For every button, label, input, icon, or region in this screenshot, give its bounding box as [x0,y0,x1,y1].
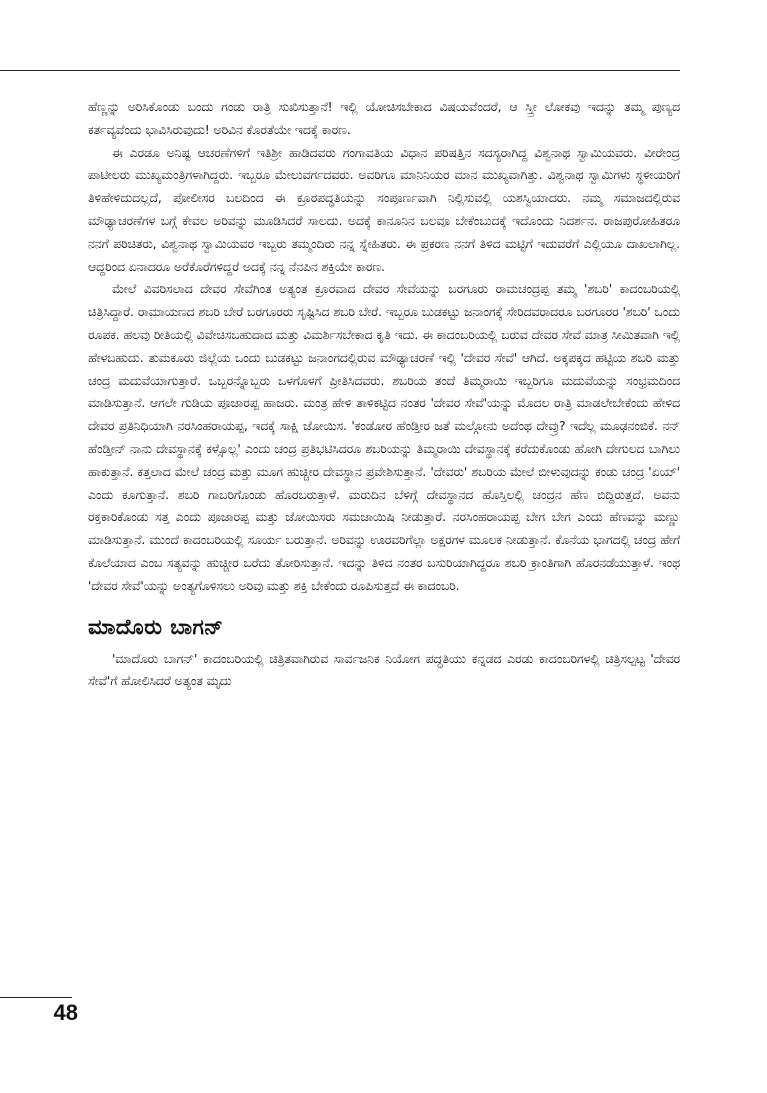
section-heading: ಮಾದೊರು ಬಾಗನ್ [88,614,224,639]
page-number: 48 [53,1000,78,1025]
footer-rule [0,997,72,998]
header-rule [0,70,680,71]
paragraph-reform: ಈ ಎರಡೂ ಅನಿಷ್ಟ ಆಚರಣೆಗಳಿಗೆ ಇತಿಶ್ರೀ ಹಾಡಿದವರು ಗಂಗಾವತಿಯ ವಿಧಾನ ಪರಿಷತ್ತಿನ ಸದಸ್ಯರಾಗಿದ್ದ ವಿಶ್ವನಾಥ ಸ್ವಾಮಿಯವರು. ವೀರೇಂದ್ರ ಪಾಟೀಲರು ಮುಖ್ಯಮಂತ್ರಿಗಳಾಗಿದ್ದರು. ಇಬ್ಬರೂ ಮೇಲುವರ್ಗದವರು. ಅವರಿಗೂ ಮಾನಿನಿಯರ ಮಾನ ಮುಖ್ಯವಾಗಿತ್ತು. ವಿಶ್ವನಾಥ ಸ್ವಾಮಿಗಳು ಸ್ಥಳೀಯರಿಗೆ ತಿಳಿಹೇಳಿದುದಲ್ಲದೆ, ಪೋಲೀಸರ ಬಲದಿಂದ ಈ ಕ್ರೂರಪದ್ಧತಿಯನ್ನು ಸಂಪೂರ್ಣವಾಗಿ ನಿಲ್ಲಿಸುವಲ್ಲಿ ಯಶಸ್ವಿಯಾದರು. ನಮ್ಮ ಸಮಾಜದಲ್ಲಿರುವ ಮೌಢ್ಯಾಚರಣೆಗಳ ಬಗ್ಗೆ ಕೇವಲ ಅರಿವನ್ನು ಮೂಡಿಸಿದರೆ ಸಾಲದು. ಅದಕ್ಕೆ ಕಾನೂನಿನ ಬಲವೂ ಬೇಕೆಂಬುದಕ್ಕೆ ಇದೊಂದು ನಿದರ್ಶನ. ರಾಜಪುರೋಹಿತರೂ ನನಗೆ ಪರಿಚಿತರು, ವಿಶ್ವನಾಥ ಸ್ವಾಮಿಯವರ ಇಬ್ಬರು ತಮ್ಮಂದಿರು ನನ್ನ ಸ್ನೇಹಿತರು. ಈ ಪ್ರಕರಣ ನನಗೆ ತಿಳಿದ ಮಟ್ಟಿಗೆ ಇದುವರೆಗೆ ಎಲ್ಲಿಯೂ ದಾಖಲಾಗಿಲ್ಲ. ಆದ್ದರಿಂದ ಏನಾದರೂ ಅರೆಕೊರೆಗಳಿದ್ದರೆ ಅದಕ್ಕೆ ನನ್ನ ನೆನಪಿನ ಶಕ್ತಿಯೇ ಕಾರಣ. [88,144,680,274]
paragraph-shabari: ಮೇಲೆ ವಿವರಿಸಲಾದ ದೇವರ ಸೇವೆಗಿಂತ ಅತ್ಯಂತ ಕ್ರೂರವಾದ ದೇವರ ಸೇವೆಯನ್ನು ಬರಗೂರು ರಾಮಚಂದ್ರಪ್ಪ ತಮ್ಮ 'ಶಬರಿ' ಕಾದಂಬರಿಯಲ್ಲಿ ಚಿತ್ರಿಸಿದ್ದಾರೆ. ರಾಮಾಯಣದ ಶಬರಿ ಬೇರೆ ಬರಗೂರರು ಸೃಷ್ಟಿಸಿದ ಶಬರಿ ಬೇರೆ. ಇಬ್ಬರೂ ಬುಡಕಟ್ಟು ಜನಾಂಗಕ್ಕೆ ಸೇರಿದವರಾದರೂ ಬರಗೂರರ 'ಶಬರಿ' ಒಂದು ರೂಪಕ. ಹಲವು ರೀತಿಯಲ್ಲಿ ವಿವೇಚಿಸಬಹುದಾದ ಮತ್ತು ವಿಮರ್ಶಿಸಬೇಕಾದ ಕೃತಿ ಇದು. ಈ ಕಾದಂಬರಿಯಲ್ಲಿ ಬರುವ ದೇವರ ಸೇವೆ ಮಾತ್ರ ಸೀಮಿತವಾಗಿ ಇಲ್ಲಿ ಹೇಳಬಹುದು. ತುಮಕೂರು ಜಿಲ್ಲೆಯ ಒಂದು ಬುಡಕಟ್ಟು ಜನಾಂಗದಲ್ಲಿರುವ ಮೌಢ್ಯಾಚರಣೆ ಇಲ್ಲಿ 'ದೇವರ ಸೇವೆ' ಆಗಿದೆ. ಅಕ್ಕಪಕ್ಕದ ಹಟ್ಟಿಯ ಶಬರಿ ಮತ್ತು ಚಂದ್ರ ಮದುವೆಯಾಗುತ್ತಾರೆ. ಒಬ್ಬರನ್ನೊಬ್ಬರು ಒಳಗೊಳಗೆ ಪ್ರೀತಿಸಿದವರು. ಶಬರಿಯ ತಂದೆ ತಿಮ್ಮರಾಯಿ ಇಬ್ಬರಿಗೂ ಮದುವೆಯನ್ನು ಸಂಭ್ರಮದಿಂದ ಮಾಡಿಸುತ್ತಾನೆ. ಆಗಲೇ ಗುಡಿಯ ಪೂಜಾರಪ್ಪ ಹಾಜರು. ಮಂತ್ರ ಹೇಳಿ ತಾಳಿಕಟ್ಟಿದ ನಂತರ 'ದೇವರ ಸೇವೆ'ಯನ್ನು ಮೊದಲ ರಾತ್ರಿ ಮಾಡಲೇಬೇಕೆಂದು ಹೇಳಿದ ದೇವರ ಪ್ರತಿನಿಧಿಯಾಗಿ ನರಸಿಂಹರಾಯಪ್ಪ, ಇದಕ್ಕೆ ಸಾಕ್ಷಿ ಜೋಯಿಸ. 'ಕಂಡೋರ ಹೆಂಡ್ತೀರ ಜತೆ ಮಲ್ಗೋನು ಅದೆಂಥ ದೇವ್ರು? ಇದೆಲ್ಲ ಮೂಢನಂಬಿಕೆ. ನನ್ ಹೆಂಡ್ತೀನ್ ನಾನು ದೇವಸ್ಥಾನಕ್ಕೆ ಕಳ್ಸೊಲ್ಲ' ಎಂದು ಚಂದ್ರ ಪ್ರತಿಭಟಿಸಿದರೂ ಶಬರಿಯನ್ನು ತಿಮ್ಮರಾಯಿ ದೇವಸ್ಥಾನಕ್ಕೆ ಕರೆದುಕೊಂಡು ಹೋಗಿ ದೇಗುಲದ ಬಾಗಿಲು ಹಾಕುತ್ತಾನೆ. ಕತ್ತಲಾದ ಮೇಲೆ ಚಂದ್ರ ಮತ್ತು ಮೂಗ ಹುಚ್ಚೀರ ದೇವಸ್ಥಾನ ಪ್ರವೇಶಿಸುತ್ತಾನೆ. 'ದೇವರು' ಶಬರಿಯ ಮೇಲೆ ಬೀಳುವುದನ್ನು ಕಂಡು ಚಂದ್ರ 'ಏಯ್' ಎಂದು ಕೂಗುತ್ತಾನೆ. ಶಬರಿ ಗಾಬರಿಗೊಂಡು ಹೊರಬರುತ್ತಾಳೆ. ಮರುದಿನ ಬೆಳಿಗ್ಗೆ ದೇವಸ್ಥಾನದ ಹೊಸ್ತಿಲಲ್ಲಿ ಚಂದ್ರನ ಹೆಣ ಬಿದ್ದಿರುತ್ತದೆ. ಅವನು ರಕ್ತಕಾರಿಕೊಂಡು ಸತ್ತ ಎಂದು ಪೂಜಾರಪ್ಪ ಮತ್ತು ಜೋಯಿಸರು ಸಮಜಾಯಿಷಿ ನೀಡುತ್ತಾರೆ. ನರಸಿಂಹರಾಯಪ್ಪ ಬೇಗ ಬೇಗ ಎಂದು ಹೆಣವನ್ನು ಮಣ್ಣು ಮಾಡಿಸುತ್ತಾನೆ. ಮುಂದೆ ಕಾದಂಬರಿಯಲ್ಲಿ ಸೂರ್ಯ ಬರುತ್ತಾನೆ. ಅರಿವನ್ನು ಊರವರಿಗೆಲ್ಲಾ ಅಕ್ಷರಗಳ ಮೂಲಕ ನೀಡುತ್ತಾನೆ. ಕೊನೆಯ ಭಾಗದಲ್ಲಿ ಚಂದ್ರ ಹೇಗೆ ಕೊಲೆಯಾದ ಎಂಬ ಸತ್ಯವನ್ನು ಹುಚ್ಚೀರ ಬರೆದು ತೋರಿಸುತ್ತಾನೆ. ಇದನ್ನು ತಿಳಿದ ನಂತರ ಬಸುರಿಯಾಗಿದ್ದರೂ ಶಬರಿ ಕ್ರಾಂತಿಗಾಗಿ ಹೊರನಡೆಯುತ್ತಾಳೆ. ಇಂಥ 'ದೇವರ ಸೇವೆ'ಯನ್ನು ಅಂತ್ಯಗೊಳಿಸಲು ಅರಿವು ಮತ್ತು ಶಕ್ತಿ ಬೇಕೆಂದು ರೂಪಿಸುತ್ತದೆ ಈ ಕಾದಂಬರಿ. [88,281,680,593]
page-body [88,96,680,693]
paragraph-continuation: ಹೆಣ್ಣನ್ನು ಅರಿಸಿಕೊಂಡು ಬಂದು ಗಂಡು ರಾತ್ರಿ ಸುಖಿಸುತ್ತಾನೆ! ಇಲ್ಲಿ ಯೋಚಿಸಬೇಕಾದ ವಿಷಯವೆಂದರೆ, ಆ ಸ್ತ್ರೀ ಲೋಕವು ಇದನ್ನು ತಮ್ಮ ಪುಣ್ಯದ ಕರ್ತವ್ಯವೆಂದು ಭಾವಿಸಿರುವುದು! ಅರಿವಿನ ಕೊರತೆಯೇ ಇದಕ್ಕೆ ಕಾರಣ. [88,99,680,137]
paragraph-madoru-bagan: 'ಮಾದೊರು ಬಾಗನ್' ಕಾದಂಬರಿಯಲ್ಲಿ ಚಿತ್ರಿತವಾಗಿರುವ ಸಾರ್ವಜನಿಕ ನಿಯೋಗ ಪದ್ಧತಿಯು ಕನ್ನಡದ ಎರಡು ಕಾದಂಬರಿಗಳಲ್ಲಿ ಚಿತ್ರಿಸಲ್ಪಟ್ಟ 'ದೇವರ ಸೇವೆ'ಗೆ ಹೋಲಿಸಿದರೆ ಅತ್ಯಂತ ಮೃದು [88,650,680,689]
